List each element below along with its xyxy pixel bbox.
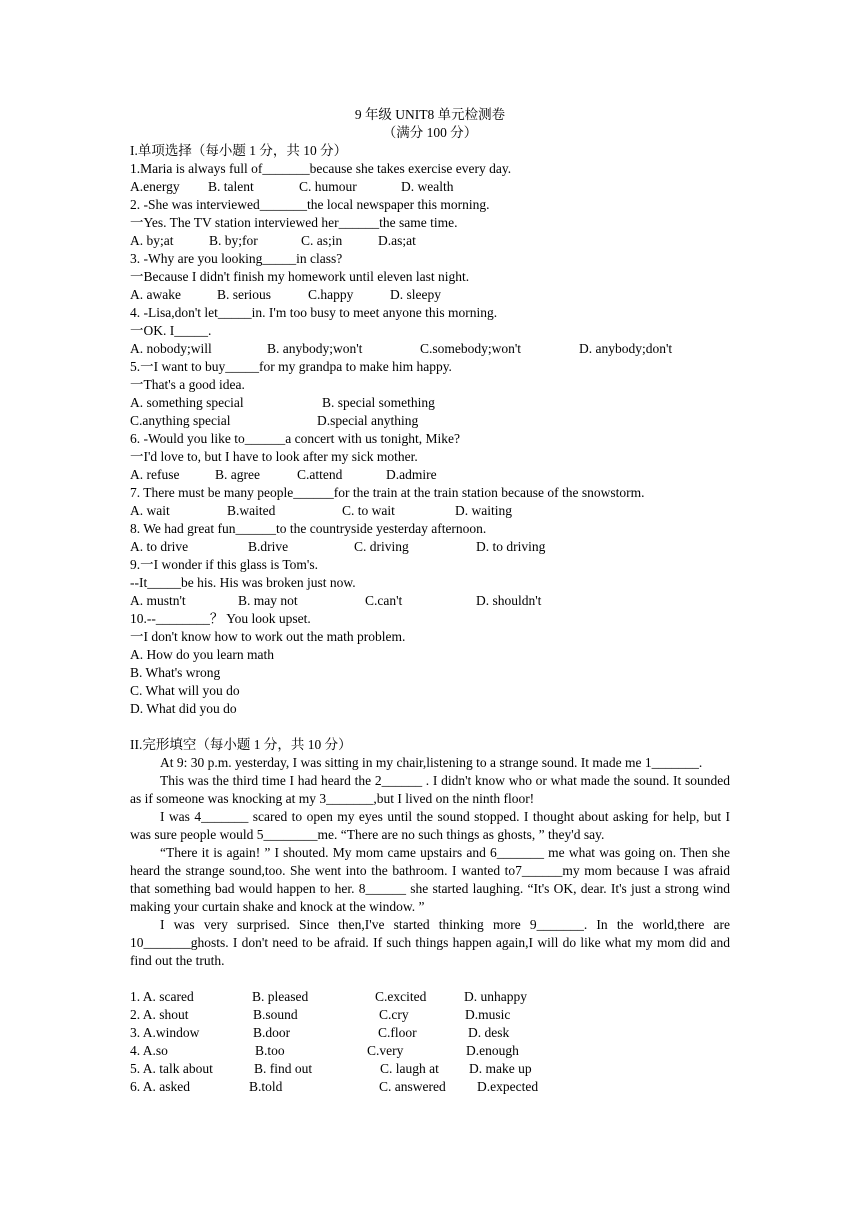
cloze-paragraph-3: I was 4_______ scared to open my eyes until the sound stopped. I thought about asking for help, but I was sure people would 5________me. “There are no such things as ghosts, ” they'd say. — [130, 809, 730, 842]
question-9-stem: 9.一I wonder if this glass is Tom's. — [130, 557, 318, 572]
option-c: C.cry — [379, 1007, 409, 1022]
question-6-stem: 6. -Would you like to______a concert with us tonight, Mike? — [130, 431, 460, 446]
option-b: B. talent — [208, 179, 254, 194]
option-d: D.expected — [477, 1079, 539, 1094]
option-a: 3. A.window — [130, 1025, 200, 1040]
option-b: B.told — [249, 1079, 283, 1094]
option-a: 2. A. shout — [130, 1007, 189, 1022]
option-a: A. How do you learn math — [130, 647, 274, 662]
option-a: A. refuse — [130, 467, 180, 482]
question-6-options — [130, 466, 730, 484]
option-c: C.anything special — [130, 413, 231, 428]
option-c: C. driving — [354, 539, 409, 554]
option-c: C.happy — [308, 287, 354, 302]
question-2-reply: 一Yes. The TV station interviewed her______the same time. — [130, 215, 458, 230]
option-a: A. something special — [130, 395, 244, 410]
question-7-options — [130, 502, 730, 520]
option-a: 5. A. talk about — [130, 1061, 213, 1076]
question-10-reply: 一I don't know how to work out the math problem. — [130, 629, 406, 644]
question-4-stem: 4. -Lisa,don't let_____in. I'm too busy to meet anyone this morning. — [130, 305, 498, 320]
option-b: B.door — [253, 1025, 291, 1040]
option-c: C. as;in — [301, 233, 343, 248]
option-a: A. awake — [130, 287, 181, 302]
option-a: A. by;at — [130, 233, 174, 248]
option-b: B. agree — [215, 467, 260, 482]
question-10-stem: 10.--________？ You look upset. — [130, 611, 311, 626]
exam-title: 9 年级 UNIT8 单元检测卷 — [354, 107, 506, 122]
option-a: A. to drive — [130, 539, 189, 554]
option-d: D. anybody;don't — [579, 341, 673, 356]
question-6-reply: 一I'd love to, but I have to look after my sick mother. — [130, 449, 418, 464]
cloze-options-row — [130, 1042, 730, 1060]
option-a: A. nobody;will — [130, 341, 212, 356]
question-8-options — [130, 538, 730, 556]
option-c: C.can't — [365, 593, 403, 608]
option-b: B.waited — [227, 503, 276, 518]
cloze-options-row — [130, 1024, 730, 1042]
cloze-options-row — [130, 988, 730, 1006]
option-a: A.energy — [130, 179, 180, 194]
option-b: B. What's wrong — [130, 665, 221, 680]
option-c: C.very — [367, 1043, 404, 1058]
question-4-reply: 一OK. I_____. — [130, 323, 212, 338]
option-a: A. mustn't — [130, 593, 186, 608]
question-3-options — [130, 286, 730, 304]
cloze-paragraph-4: “There it is again! ” I shouted. My mom came upstairs and 6_______ me what was going on. Then she heard the strange sound,too. She went into the bathroom. I wanted to7______my mom because I was afraid that something bad would happen to her. 8______ she started laughing. “It's OK, dear. It's just a strong wind making your curtain shake and knock at the window. ” — [130, 845, 730, 914]
option-c: C. humour — [299, 179, 357, 194]
option-b: B.drive — [248, 539, 289, 554]
option-d: D.music — [465, 1007, 511, 1022]
option-d: D.enough — [466, 1043, 519, 1058]
option-c: C.floor — [378, 1025, 417, 1040]
exam-page — [130, 106, 730, 1096]
section-1-heading: I.单项选择（每小题 1 分，共 10 分） — [130, 143, 348, 158]
option-d: D.as;at — [378, 233, 416, 248]
option-d: D. to driving — [476, 539, 546, 554]
cloze-options-row — [130, 1006, 730, 1024]
option-d: D. desk — [468, 1025, 510, 1040]
option-a: A. wait — [130, 503, 170, 518]
exam-subtitle: （满分 100 分） — [382, 125, 478, 140]
question-3-reply: 一Because I didn't finish my homework until eleven last night. — [130, 269, 470, 284]
option-c: C.excited — [375, 989, 427, 1004]
cloze-paragraph-1: At 9: 30 p.m. yesterday, I was sitting in my chair,listening to a strange sound. It made me 1_______. — [160, 755, 703, 770]
question-9-reply: --It_____be his. His was broken just now. — [130, 575, 356, 590]
option-d: D. shouldn't — [476, 593, 542, 608]
option-b: B.sound — [253, 1007, 298, 1022]
option-d: D.special anything — [317, 413, 419, 428]
question-8-stem: 8. We had great fun______to the countryside yesterday afternoon. — [130, 521, 487, 536]
question-5-options-row2 — [130, 412, 730, 430]
question-3-stem: 3. -Why are you looking_____in class? — [130, 251, 343, 266]
section-2-heading: II.完形填空（每小题 1 分，共 10 分） — [130, 737, 352, 752]
option-c: C. to wait — [342, 503, 395, 518]
option-d: D. unhappy — [464, 989, 527, 1004]
option-d: D. sleepy — [390, 287, 441, 302]
question-1-stem: 1.Maria is always full of_______because she takes exercise every day. — [130, 161, 512, 176]
option-b: B. special something — [322, 395, 435, 410]
question-5-options-row1 — [130, 394, 730, 412]
option-b: B.too — [255, 1043, 285, 1058]
option-a: 6. A. asked — [130, 1079, 190, 1094]
question-7-stem: 7. There must be many people______for the train at the train station because of the snowstorm. — [130, 485, 645, 500]
option-b: B. anybody;won't — [267, 341, 363, 356]
option-b: B. find out — [254, 1061, 313, 1076]
question-2-options — [130, 232, 730, 250]
question-2-stem: 2. -She was interviewed_______the local newspaper this morning. — [130, 197, 490, 212]
option-c: C. What will you do — [130, 683, 240, 698]
question-5-stem: 5.一I want to buy_____for my grandpa to make him happy. — [130, 359, 452, 374]
option-c: C. answered — [379, 1079, 446, 1094]
option-b: B. may not — [238, 593, 298, 608]
question-5-reply: 一That's a good idea. — [130, 377, 245, 392]
question-1-options — [130, 178, 730, 196]
option-a: 4. A.so — [130, 1043, 168, 1058]
cloze-answer-options — [130, 988, 730, 1096]
option-b: B. by;for — [209, 233, 258, 248]
cloze-options-row — [130, 1060, 730, 1078]
option-d: D. wealth — [401, 179, 454, 194]
option-c: C. laugh at — [380, 1061, 439, 1076]
option-d: D. make up — [469, 1061, 532, 1076]
cloze-paragraph-2: This was the third time I had heard the 2______ . I didn't know who or what made the sound. It sounded as if someone was knocking at my 3_______,but I lived on the ninth floor! — [130, 773, 730, 806]
option-b: B. serious — [217, 287, 271, 302]
question-4-options — [130, 340, 730, 358]
option-d: D.admire — [386, 467, 437, 482]
cloze-paragraph-5: I was very surprised. Since then,I've started thinking more 9_______. In the world,there are 10_______ghosts. I don't need to be afraid. If such things happen again,I will do like what my mom did and find out the truth. — [130, 917, 730, 968]
option-d: D. waiting — [455, 503, 512, 518]
option-c: C.somebody;won't — [420, 341, 522, 356]
option-c: C.attend — [297, 467, 343, 482]
cloze-options-row — [130, 1078, 730, 1096]
question-9-options — [130, 592, 730, 610]
option-d: D. What did you do — [130, 701, 237, 716]
option-a: 1. A. scared — [130, 989, 194, 1004]
option-b: B. pleased — [252, 989, 309, 1004]
